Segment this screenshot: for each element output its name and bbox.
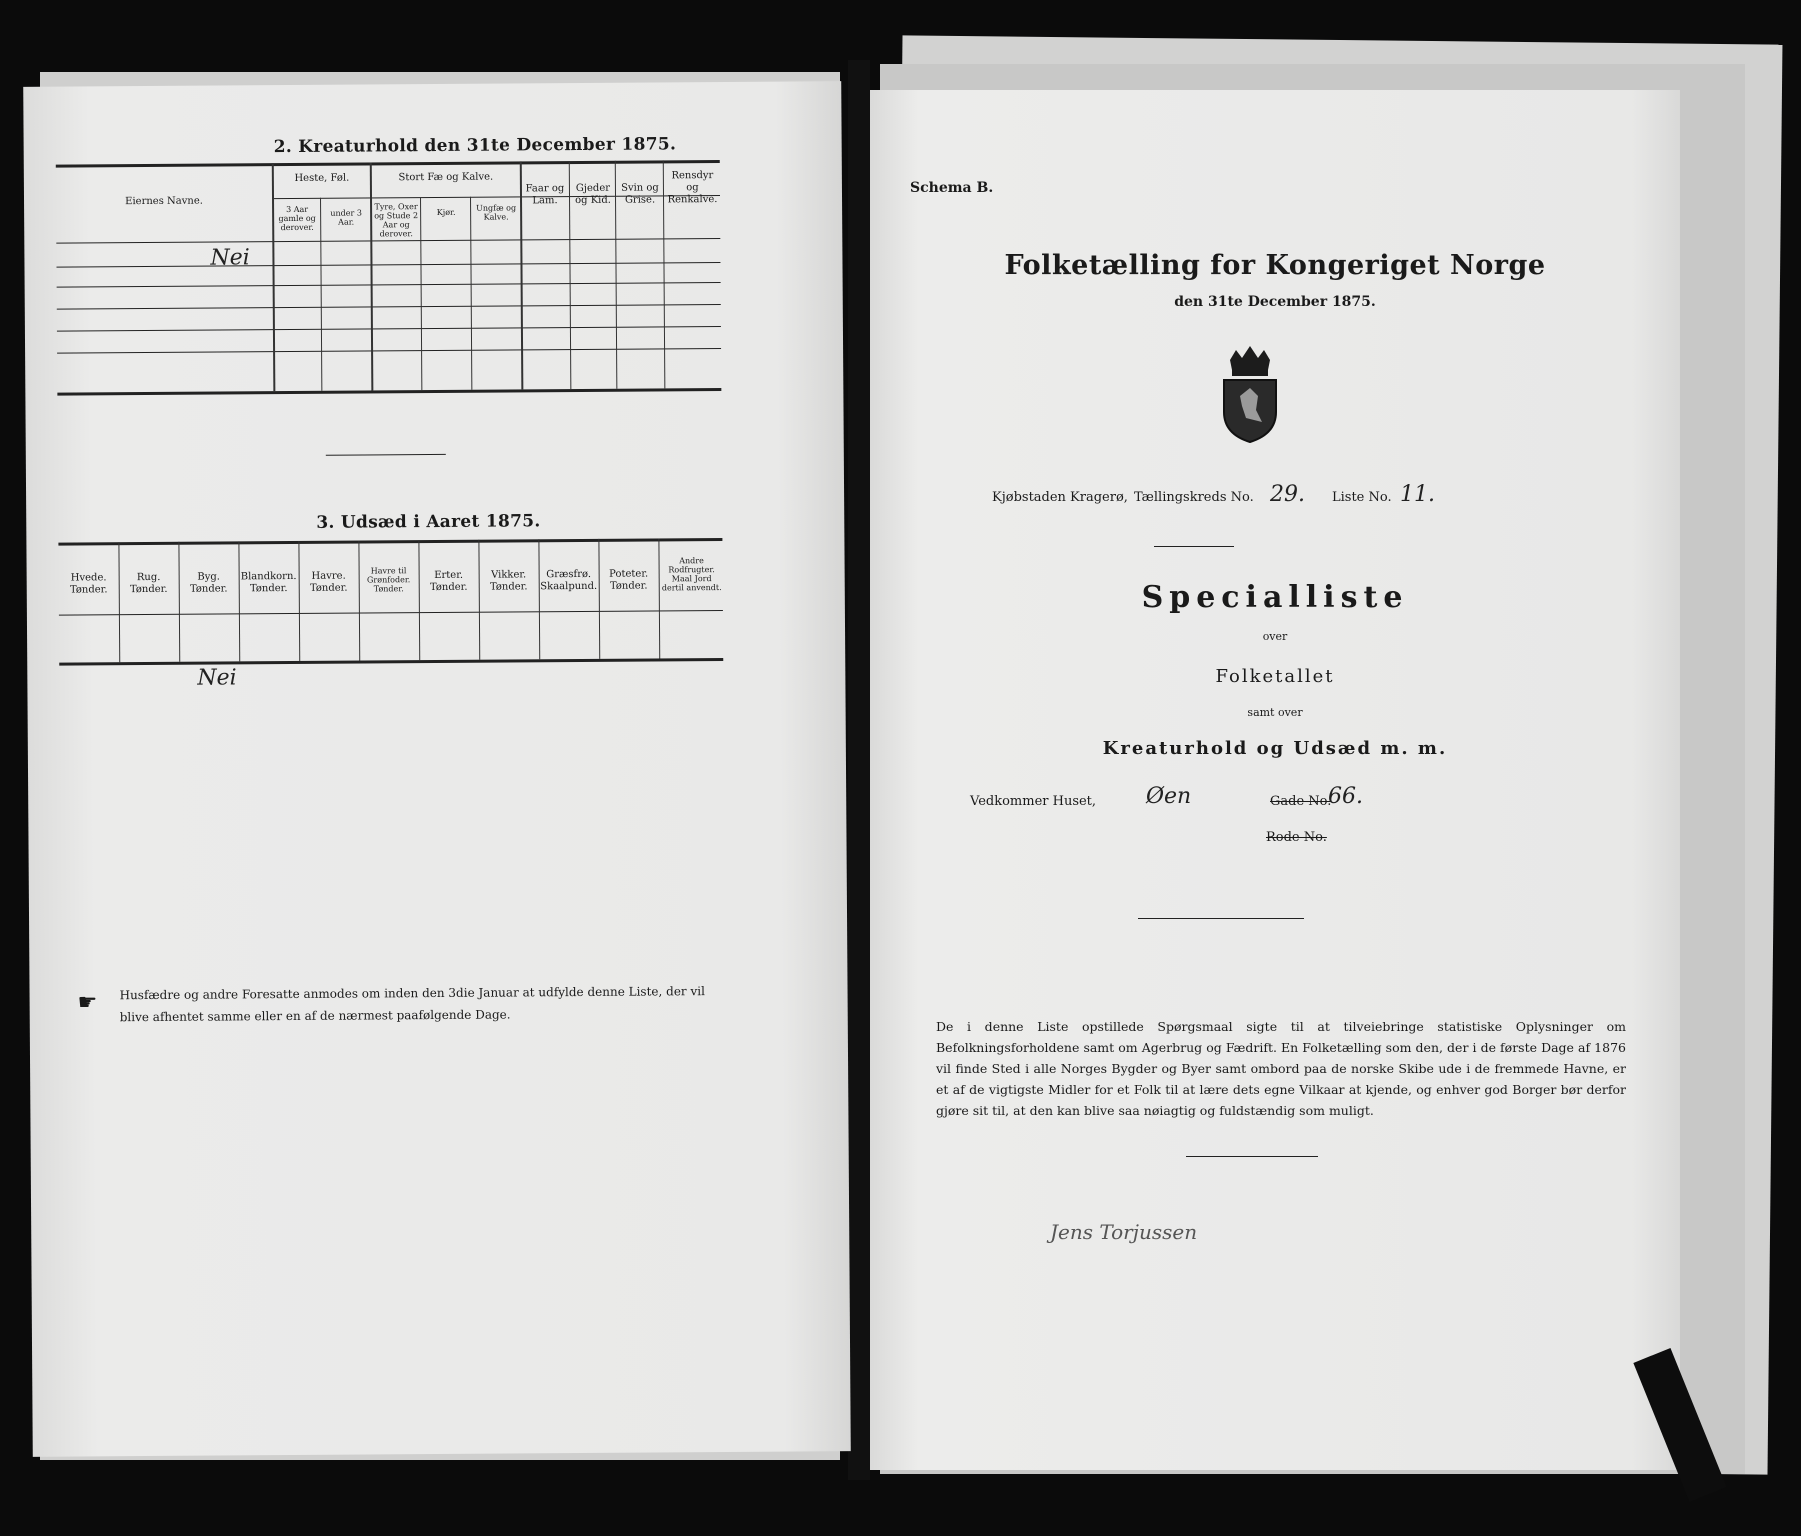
section-divider <box>326 454 446 456</box>
signature: Jens Torjussen <box>1050 1220 1198 1244</box>
seed-header-erter: Erter. Tønder. <box>429 569 468 594</box>
specialliste-title: Specialliste <box>1141 580 1409 615</box>
seed-header-havre: Havre. Tønder. <box>309 570 348 594</box>
divider-3 <box>1186 1156 1318 1157</box>
kreaturhold-text: Kreaturhold og Udsæd m. m. <box>1102 738 1448 759</box>
right-page <box>870 90 1680 1470</box>
rode-label: Rode No. <box>1266 830 1327 845</box>
liste-value: 11. <box>1400 482 1435 507</box>
folketallet-text: Folketallet <box>1215 666 1335 687</box>
book-binding <box>848 60 870 1480</box>
seed-header-andre-rodfrugter: Andre Rodfrugter. Maal Jord dertil anvendt. <box>661 556 722 593</box>
seed-header-vikker: Vikker. Tønder. <box>489 569 528 593</box>
seed-header-graesfro: Græsfrø. Skaalpund. <box>540 568 598 593</box>
over-text: over <box>1262 630 1288 643</box>
seed-header-poteter: Poteter. Tønder. <box>609 568 649 592</box>
huset-value: Øen <box>1146 784 1192 809</box>
cattle-sub-header-3: Ungfæ og Kalve. <box>476 203 517 222</box>
liste-label: Liste No. <box>1332 490 1392 505</box>
owner-header: Eiernes Navne. <box>125 195 203 208</box>
left-page <box>23 81 851 1457</box>
norway-coat-of-arms-icon <box>1216 344 1284 448</box>
goats-header: Gjeder og Kid. <box>575 182 611 207</box>
kreds-label: Tællingskreds No. <box>1134 490 1254 505</box>
pointing-hand-icon: ☛ <box>77 990 98 1016</box>
reindeer-header: Rensdyr og Renkalve. <box>667 170 718 206</box>
seed-header-byg: Byg. Tønder. <box>189 571 228 595</box>
samt-over-text: samt over <box>1247 706 1303 719</box>
explanation-paragraph: De i denne Liste opstillede Spørgsmaal sigte til at tilveiebringe statistiske Oplysninger om Befolkningsforholdene samt om Agerbrug og Fædrift. En Folketælling som den, der i de første Dage af 1876 vil finde Sted i alle Norges Bygder og Byer samt ombord paa de norske Skibe ude i de fremmede Havne, er et af de vigtigste Midler for et Folk til at lære dets egne Vilkaar at kjende, og enhver god Borger bør derfor gjøre sit til, at den kan blive saa nøiagtig og fuldstændig som muligt. <box>936 1019 1626 1118</box>
horses-header: Heste, Føl. <box>294 172 350 184</box>
cattle-sub-header-2: Kjør. <box>436 207 456 217</box>
divider-1 <box>1154 546 1234 547</box>
seed-header-havre-gronfoder: Havre til Grønfoder. Tønder. <box>366 566 411 594</box>
section2-title: 2. Kreaturhold den 31te December 1875. <box>273 134 677 158</box>
seed-header-hvede: Hvede. Tønder. <box>69 572 108 596</box>
seed-entry: Nei <box>197 665 237 691</box>
kreds-value: 29. <box>1270 482 1305 507</box>
seed-header-blandkorn: Blandkorn. Tønder. <box>240 570 297 595</box>
census-title: Folketælling for Kongeriget Norge <box>1004 250 1546 281</box>
sheep-header: Faar og Lam. <box>525 183 565 207</box>
pigs-header: Svin og Grise. <box>621 182 659 206</box>
livestock-entry: Nei <box>210 245 250 271</box>
cattle-header: Stort Fæ og Kalve. <box>398 171 494 184</box>
cattle-sub-header-1: Tyre, Oxer og Stude 2 Aar og derover. <box>374 202 419 239</box>
vedkommer-label: Vedkommer Huset, <box>970 794 1097 809</box>
schema-label: Schema B. <box>910 180 994 196</box>
seed-header-rug: Rug. Tønder. <box>129 571 168 596</box>
divider-2 <box>1138 918 1304 919</box>
section3-title: 3. Udsæd i Aaret 1875. <box>316 511 541 533</box>
gade-label: Gade No. <box>1270 794 1332 809</box>
gade-value: 66. <box>1328 784 1363 809</box>
census-date: den 31te December 1875. <box>1174 294 1376 310</box>
horses-sub-header-2: under 3 Aar. <box>330 208 362 227</box>
notice-text: Husfædre og andre Foresatte anmodes om inden den 3die Januar at udfylde denne Liste, der vil blive afhentet samme eller en af de nærmest paafølgende Dage. <box>119 984 705 1025</box>
horses-sub-header-1: 3 Aar gamle og derover. <box>278 204 316 233</box>
kjobstad-label: Kjøbstaden Kragerø, <box>992 490 1128 505</box>
